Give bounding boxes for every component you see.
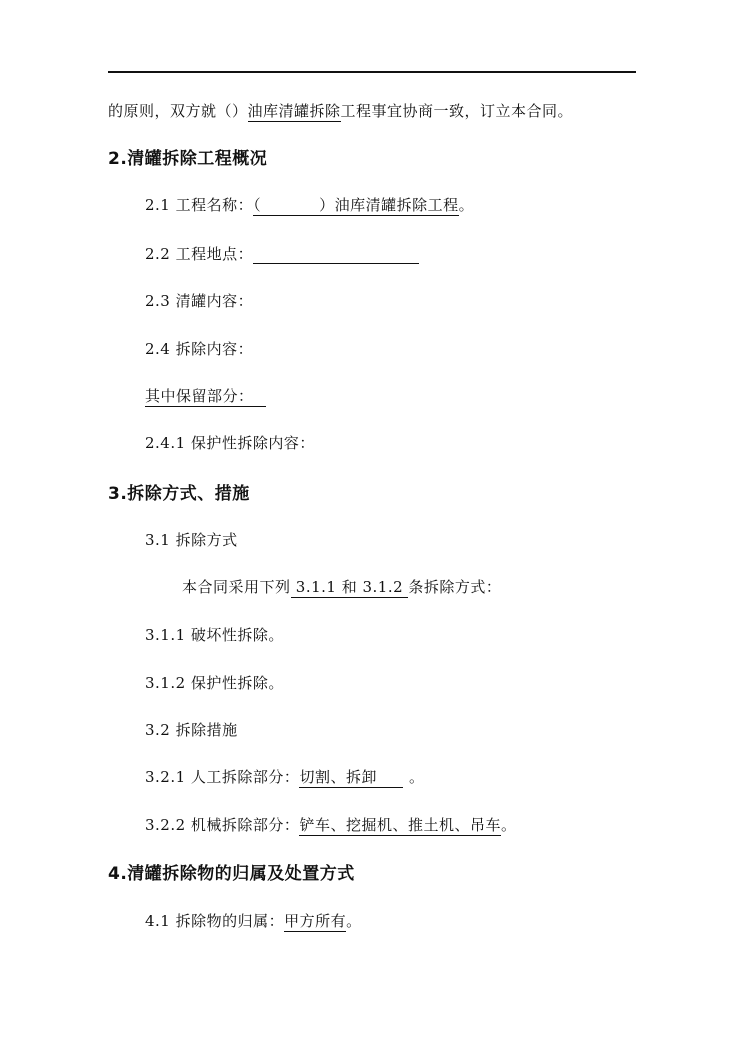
item-3-2-label: 3.2 拆除措施 (145, 721, 238, 739)
item-2-4-label: 2.4 拆除内容： (145, 340, 254, 358)
method-prefix: 本合同采用下列 (182, 578, 291, 596)
reserved-parts-label (145, 387, 266, 407)
item-3-1 (145, 530, 238, 550)
item-4-1-label: 4.1 拆除物的归属： (145, 912, 285, 930)
project-name-open-paren: （ (253, 196, 262, 214)
section-4-heading: 4.清罐拆除物的归属及处置方式 (108, 864, 355, 884)
machine-demolition-value: 铲车、挖掘机、推土机、吊车 (299, 816, 501, 834)
item-3-2 (145, 720, 238, 740)
method-suffix: 条拆除方式： (408, 578, 502, 596)
intro-paragraph (108, 101, 573, 121)
item-3-2-1-label: 3.2.1 人工拆除部分： (145, 768, 300, 786)
item-2-1 (145, 195, 474, 215)
ownership-value: 甲方所有 (284, 912, 347, 930)
intro-underlined-text: 油库清罐拆除 (247, 102, 341, 120)
item-2-4 (145, 339, 253, 359)
reserved-parts-text: 其中保留部分： (145, 387, 254, 405)
item-2-4-1 (145, 433, 315, 453)
section-2-heading: 2.清罐拆除工程概况 (108, 149, 268, 169)
item-3-2-2-label: 3.2.2 机械拆除部分： (145, 816, 300, 834)
item-3-2-1 (145, 767, 424, 787)
item-4-1-end: 。 (346, 912, 362, 930)
item-3-2-2-end: 。 (500, 816, 517, 834)
item-4-1 (145, 911, 362, 931)
item-3-1-2 (145, 673, 284, 693)
item-3-1-1 (145, 625, 284, 645)
reserved-parts (145, 386, 266, 406)
item-2-3 (145, 291, 253, 311)
item-3-2-2 (145, 815, 516, 835)
item-3-1-2-label: 3.1.2 保护性拆除。 (145, 674, 284, 692)
method-clauses: 3.1.1 和 3.1.2 (290, 578, 409, 596)
item-2-2 (145, 244, 419, 264)
item-3-2-1-end: 。 (408, 768, 425, 786)
item-2-1-label: 2.1 工程名称： (145, 196, 254, 214)
intro-prefix: 的原则，双方就（） (108, 102, 248, 120)
item-3-1-label: 3.1 拆除方式 (145, 531, 238, 549)
header-rule (108, 71, 636, 73)
manual-demolition-value: 切割、拆卸 (299, 768, 377, 786)
item-2-4-1-label: 2.4.1 保护性拆除内容： (145, 434, 315, 452)
manual-demolition-field (299, 768, 403, 788)
item-3-1-1-label: 3.1.1 破坏性拆除。 (145, 626, 284, 644)
section-3-heading: 3.拆除方式、措施 (108, 484, 250, 504)
item-2-1-end: 。 (458, 196, 475, 214)
project-name-field (253, 196, 459, 216)
project-location-blank (253, 246, 419, 264)
project-name-text: ）油库清罐拆除工程 (319, 196, 459, 214)
item-2-3-label: 2.3 清罐内容： (145, 292, 254, 310)
method-line (182, 577, 501, 597)
intro-suffix: 工程事宜协商一致，订立本合同。 (340, 102, 574, 120)
item-2-2-label: 2.2 工程地点： (145, 245, 254, 263)
